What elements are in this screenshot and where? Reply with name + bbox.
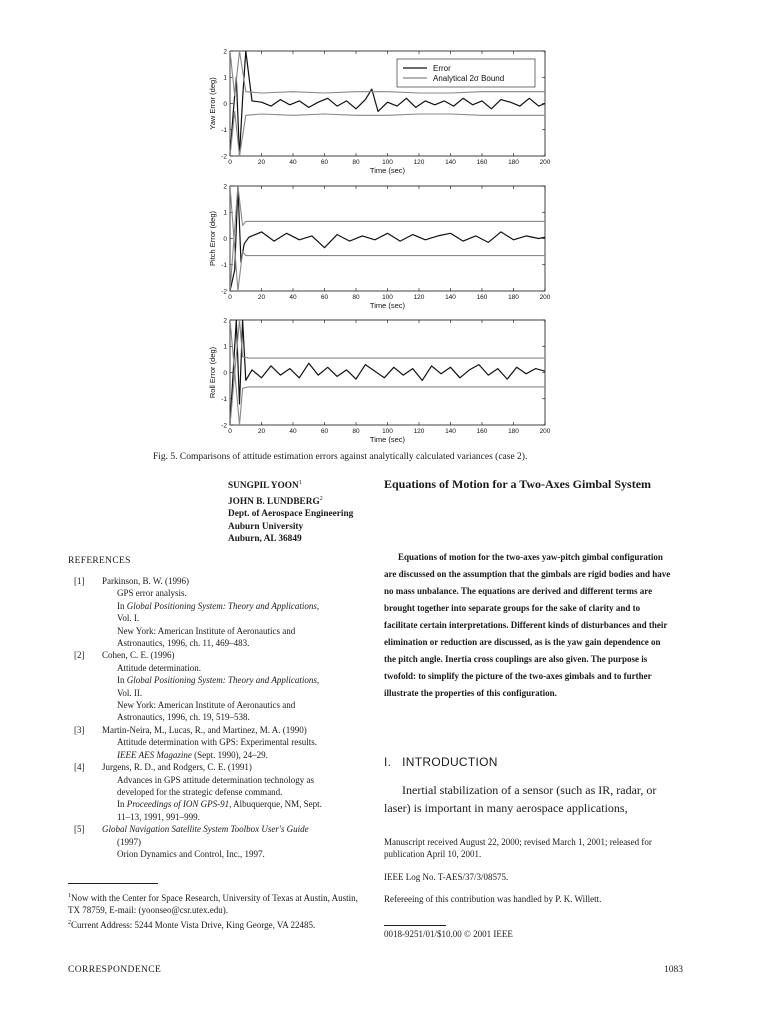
refereeing-note: Refereeing of this contribution was handled by P. K. Willett. [384, 894, 602, 905]
reference-line: Vol. II. [117, 687, 143, 698]
x-tick-label: 60 [320, 159, 329, 166]
x-tick-label: 140 [445, 159, 456, 166]
x-tick-label: 120 [413, 294, 425, 301]
reference-line: Martin-Neira, M., Lucas, R., and Martinez, M. A. (1990) [102, 724, 307, 735]
author-1-footnote-mark: 1 [298, 480, 302, 486]
x-tick-label: 160 [476, 159, 488, 166]
footnote-2: $^2$Current Address: 5244 Monte Vista Drive, King George, VA 22485. [68, 919, 316, 930]
footnote-1: $^1$Now with the Center for Space Research, University of Texas at Austin, Austin, TX 78759, E-mail: (yoonseo@csr.utex.edu). [68, 893, 358, 916]
x-tick-label: 0 [228, 159, 232, 166]
figure-caption: Fig. 5. Comparisons of attitude estimation errors against analytically calculated variances (case 2). [153, 452, 528, 462]
x-axis-label: Time (sec) [369, 301, 406, 310]
y-tick-label: -2 [221, 288, 227, 296]
copyright-line: 0018-9251/01/$10.00 © 2001 IEEE [384, 929, 513, 939]
y-tick-label: 2 [223, 317, 227, 325]
reference-number: [1] [74, 576, 85, 586]
author-block [228, 477, 353, 546]
page-number: 1083 [664, 965, 683, 975]
reference-line: Astronautics, 1996, ch. 19, 519–538. [117, 712, 250, 723]
yaw-error-plot [205, 47, 551, 182]
y-axis-label: Pitch Error (deg) [208, 210, 217, 267]
plot-svg [205, 182, 551, 317]
manuscript-note: Manuscript received August 22, 2000; revised March 1, 2001; released for publication April 10, 2001. [384, 837, 652, 860]
roll-error-plot [205, 316, 551, 451]
error-line [230, 320, 545, 425]
reference-line: Jurgens, R. D., and Rodgers, C. E. (1991) [102, 762, 252, 773]
reference-line: Vol. I. [117, 613, 140, 624]
x-tick-label: 40 [289, 428, 297, 435]
reference-item [68, 575, 368, 649]
author-department: Dept. of Aerospace Engineering [228, 509, 354, 520]
reference-item [68, 649, 368, 723]
x-tick-label: 40 [289, 159, 297, 166]
legend-label: Error [433, 64, 451, 73]
author-2-footnote-mark: 2 [319, 495, 323, 502]
author-2: JOHN B. LUNDBERG$^2$ [228, 495, 323, 507]
reference-line: 11–13, 1991, 991–999. [117, 811, 200, 822]
reference-line: IEEE AES Magazine (Sept. 1990), 24–29. [117, 749, 268, 760]
x-axis-label: Time (sec) [369, 435, 406, 444]
x-tick-label: 160 [476, 428, 488, 435]
abstract-text: Equations of motion for the two-axes yaw-pitch gimbal configuration are discussed on the assumption that the gimbals are rigid bodies and have no mass unbalance. The equations are derived and different terms are brought together into separate groups for the sake of clarity and to facilitate certain interpretations. Different kinds of disturbances and their elimination or reduction are discussed, as is the yaw gain dependence on the pitch angle. Inertia cross couplings are also given. The purpose is twofold: to simplify the picture of the two-axes gimbals and to further illustrate the properties of this configuration. [384, 552, 671, 698]
legend-label: Analytical 2σ Bound [433, 74, 505, 83]
x-tick-label: 140 [445, 294, 456, 301]
x-tick-label: 140 [445, 428, 456, 435]
reference-line: Astronautics, 1996, ch. 11, 469–483. [117, 638, 250, 649]
x-tick-label: 0 [228, 294, 232, 301]
x-tick-label: 80 [352, 428, 360, 435]
x-tick-label: 100 [382, 159, 393, 166]
reference-line: Parkinson, B. W. (1996) [102, 576, 190, 586]
reference-item [68, 724, 368, 761]
x-tick-label: 180 [508, 294, 519, 301]
ieee-log-note: IEEE Log No. T-AES/37/3/08575. [384, 871, 509, 882]
y-tick-label: 1 [223, 74, 227, 82]
y-tick-label: -2 [221, 153, 227, 161]
abstract [384, 549, 674, 702]
y-tick-label: -1 [221, 262, 227, 270]
reference-item [68, 761, 368, 823]
x-tick-label: 60 [320, 294, 329, 301]
y-axis-label: Yaw Error (deg) [208, 77, 217, 130]
x-tick-label: 20 [257, 159, 266, 166]
references-list [68, 575, 368, 860]
x-axis-label: Time (sec) [369, 166, 406, 175]
y-tick-label: 2 [223, 48, 227, 56]
copyright-rule [384, 925, 446, 926]
reference-line: Attitude determination with GPS: Experimental results. [117, 737, 317, 748]
footnote-rule [68, 883, 158, 884]
y-tick-label: -1 [221, 396, 227, 404]
reference-line: Global Navigation Satellite System Toolbox User's Guide [102, 824, 309, 835]
reference-line: In Global Positioning System: Theory and Applications, [117, 600, 320, 611]
introduction-paragraph: Inertial stabilization of a sensor (such as IR, radar, or laser) is important in many aerospace applications, [384, 783, 657, 815]
x-tick-label: 100 [382, 428, 393, 435]
x-tick-label: 60 [320, 428, 329, 435]
y-tick-label: 0 [223, 235, 227, 243]
y-tick-label: 2 [223, 183, 227, 191]
reference-number: [3] [74, 724, 85, 735]
x-tick-label: 40 [289, 294, 297, 301]
reference-line: GPS error analysis. [117, 588, 187, 599]
x-tick-label: 0 [228, 428, 232, 435]
x-tick-label: 20 [257, 428, 266, 435]
y-tick-label: -1 [221, 127, 227, 135]
error-line [230, 186, 545, 291]
author-university: Auburn University [228, 521, 304, 532]
y-tick-label: 1 [223, 209, 227, 217]
bound-lower-line [230, 111, 545, 156]
pitch-error-plot [205, 182, 551, 317]
y-tick-label: 1 [223, 343, 227, 351]
author-1: SUNGPIL YOON$^1$ [228, 480, 302, 492]
x-tick-label: 200 [539, 428, 551, 435]
plot-series-group [230, 320, 545, 425]
plot-svg [205, 47, 551, 182]
x-tick-label: 80 [352, 294, 360, 301]
x-tick-label: 100 [382, 294, 393, 301]
references-heading: REFERENCES [68, 556, 131, 566]
reference-item [68, 823, 368, 860]
y-axis-label: Roll Error (deg) [208, 346, 217, 399]
x-tick-label: 180 [508, 159, 519, 166]
y-tick-label: -2 [221, 422, 227, 430]
x-tick-label: 200 [539, 159, 551, 166]
reference-line: Orion Dynamics and Control, Inc., 1997. [117, 848, 265, 859]
author-city: Auburn, AL 36849 [228, 534, 302, 545]
x-tick-label: 120 [413, 159, 425, 166]
running-footer-section: CORRESPONDENCE [68, 965, 162, 975]
footnotes [68, 890, 368, 931]
reference-number: [4] [74, 762, 85, 773]
section-heading: I. INTRODUCTION [384, 755, 498, 769]
reference-line: In Global Positioning System: Theory and Applications, [117, 675, 320, 686]
x-tick-label: 20 [257, 294, 266, 301]
reference-line: In Proceedings of ION GPS-91, Albuquerque, NM, Sept. [117, 799, 322, 810]
x-tick-label: 180 [508, 428, 519, 435]
introduction-text [384, 781, 674, 817]
reference-line: developed for the strategic defense command. [117, 786, 283, 797]
reference-number: [5] [74, 824, 85, 835]
plot-svg [205, 316, 551, 451]
plot-series-group [230, 186, 545, 291]
reference-line: Advances in GPS attitude determination technology as [117, 774, 314, 785]
x-tick-label: 120 [413, 428, 425, 435]
reference-line: Attitude determination. [117, 662, 201, 673]
reference-line: New York: American Institute of Aeronautics and [117, 700, 296, 711]
article-title: Equations of Motion for a Two-Axes Gimbal System [384, 477, 652, 491]
reference-number: [2] [74, 650, 85, 661]
publication-notes [384, 836, 684, 906]
reference-line: Cohen, C. E. (1996) [102, 650, 175, 661]
y-tick-label: 0 [223, 100, 227, 108]
reference-line: New York: American Institute of Aeronautics and [117, 625, 296, 636]
x-tick-label: 160 [476, 294, 488, 301]
x-tick-label: 80 [352, 159, 360, 166]
y-tick-label: 0 [223, 369, 227, 377]
reference-line: (1997) [117, 836, 141, 847]
x-tick-label: 200 [539, 294, 551, 301]
